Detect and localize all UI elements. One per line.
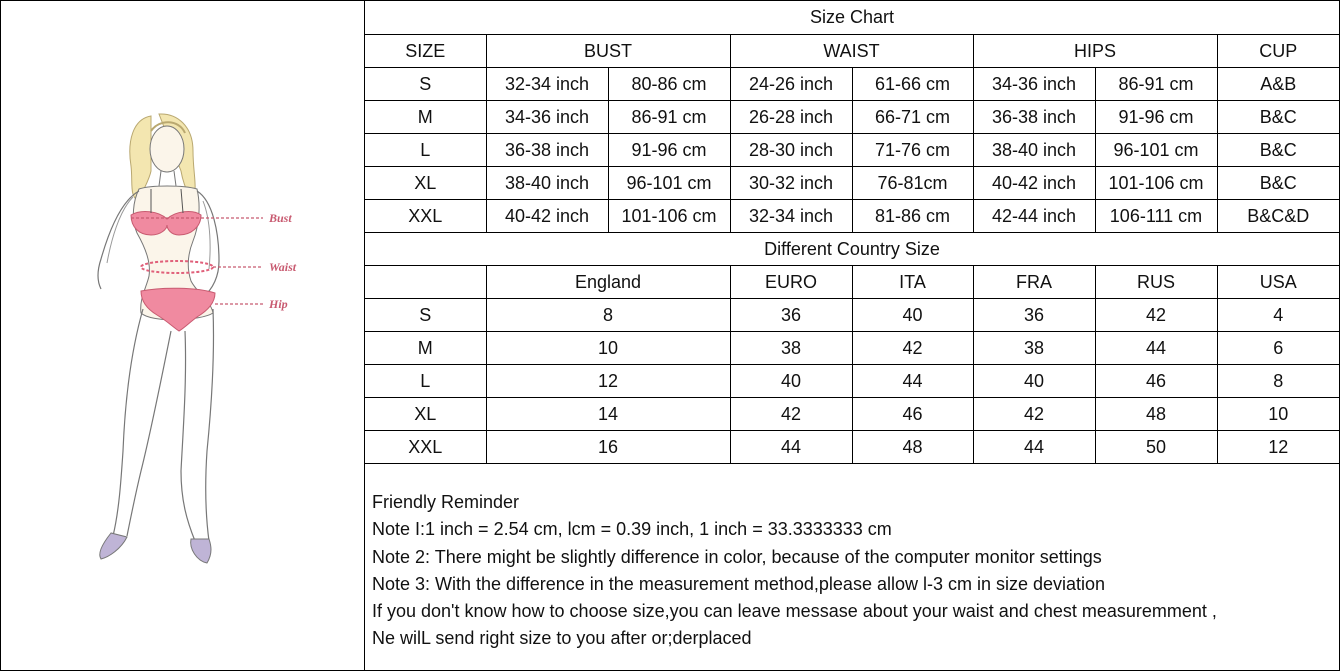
table-cell: 101-106 cm (608, 200, 730, 233)
header-cup: CUP (1217, 35, 1339, 68)
table-row (365, 200, 1339, 233)
table-cell: 12 (1217, 431, 1339, 464)
table-cell: 36 (973, 299, 1095, 332)
table-cell: 76-81cm (852, 167, 973, 200)
table-row (365, 398, 1339, 431)
table-cell: 30-32 inch (730, 167, 852, 200)
table-cell: 91-96 cm (1095, 101, 1217, 134)
table-cell: 44 (973, 431, 1095, 464)
table-cell: 8 (486, 299, 730, 332)
table-cell: 96-101 cm (608, 167, 730, 200)
table-cell: 61-66 cm (852, 68, 973, 101)
table-cell: 40-42 inch (486, 200, 608, 233)
header-size: SIZE (365, 35, 486, 68)
table-cell: 8 (1217, 365, 1339, 398)
table-cell: 32-34 inch (486, 68, 608, 101)
table-cell: 34-36 inch (973, 68, 1095, 101)
table-cell: 4 (1217, 299, 1339, 332)
note-line: Note 2: There might be slightly difference in color, because of the computer monitor settings (372, 546, 1102, 567)
table-row (365, 101, 1339, 134)
table-cell: 26-28 inch (730, 101, 852, 134)
table-row (365, 431, 1339, 464)
table-cell: S (365, 299, 486, 332)
table-cell: 10 (1217, 398, 1339, 431)
header-fra: FRA (973, 266, 1095, 299)
note-line: If you don't know how to choose size,you can leave messase about your waist and chest measuremment , (372, 601, 1217, 622)
table-cell: 40 (730, 365, 852, 398)
friendly-reminder-notes (365, 471, 1339, 670)
table-cell: 42 (852, 332, 973, 365)
table-cell: 48 (852, 431, 973, 464)
table-cell: M (365, 332, 486, 365)
header-euro: EURO (730, 266, 852, 299)
country-size-rows (365, 299, 1339, 464)
note-line: Note I:1 inch = 2.54 cm, lcm = 0.39 inch, 1 inch = 33.3333333 cm (372, 519, 892, 540)
model-illustration (1, 1, 365, 670)
table-cell: 24-26 inch (730, 68, 852, 101)
table-cell: L (365, 134, 486, 167)
table-cell: 36 (730, 299, 852, 332)
table-cell: 50 (1095, 431, 1217, 464)
header-bust: BUST (486, 35, 730, 68)
table-cell: XXL (365, 200, 486, 233)
table-cell: A&B (1217, 68, 1339, 101)
hip-label: Hip (269, 297, 288, 311)
table-cell: 44 (1095, 332, 1217, 365)
table-cell: B&C (1217, 101, 1339, 134)
body-sketch (1, 1, 364, 670)
size-chart-title: Size Chart (365, 1, 1339, 35)
table-cell: 38-40 inch (486, 167, 608, 200)
table-cell: 86-91 cm (608, 101, 730, 134)
table-cell: 44 (852, 365, 973, 398)
table-cell: 40 (973, 365, 1095, 398)
table-cell: 96-101 cm (1095, 134, 1217, 167)
table-cell: 42 (973, 398, 1095, 431)
table-cell: 16 (486, 431, 730, 464)
table-cell: 101-106 cm (1095, 167, 1217, 200)
table-cell: 38 (730, 332, 852, 365)
table-cell: 91-96 cm (608, 134, 730, 167)
table-cell: B&C&D (1217, 200, 1339, 233)
table-cell: 14 (486, 398, 730, 431)
table-cell: 10 (486, 332, 730, 365)
table-cell: 40 (852, 299, 973, 332)
table-cell: 28-30 inch (730, 134, 852, 167)
table-row (365, 299, 1339, 332)
table-cell: 36-38 inch (486, 134, 608, 167)
table-row (365, 167, 1339, 200)
table-row (365, 365, 1339, 398)
note-line: Ne wilL send right size to you after or;derplaced (372, 628, 752, 649)
table-cell: 12 (486, 365, 730, 398)
table-cell: 80-86 cm (608, 68, 730, 101)
table-row (365, 134, 1339, 167)
table-cell: XXL (365, 431, 486, 464)
header-usa: USA (1217, 266, 1339, 299)
notes-heading: Friendly Reminder (372, 492, 520, 512)
table-cell: B&C (1217, 167, 1339, 200)
table-cell: XL (365, 167, 486, 200)
note-line: Note 3: With the difference in the measurement method,please allow l-3 cm in size deviation (372, 573, 1106, 594)
size-chart-header-row (365, 35, 1339, 68)
table-cell: 6 (1217, 332, 1339, 365)
bust-label: Bust (269, 211, 292, 225)
table-cell: 46 (1095, 365, 1217, 398)
header-england: England (486, 266, 730, 299)
waist-label: Waist (269, 260, 297, 274)
table-cell: 42 (1095, 299, 1217, 332)
table-cell: 38 (973, 332, 1095, 365)
header-waist: WAIST (730, 35, 973, 68)
table-cell: 66-71 cm (852, 101, 973, 134)
size-chart-rows (365, 68, 1339, 233)
table-cell: L (365, 365, 486, 398)
table-cell: 40-42 inch (973, 167, 1095, 200)
table-cell: S (365, 68, 486, 101)
table-cell: 42-44 inch (973, 200, 1095, 233)
country-header-blank (365, 266, 486, 299)
table-cell: 46 (852, 398, 973, 431)
table-cell: 86-91 cm (1095, 68, 1217, 101)
country-title-row (365, 233, 1339, 266)
table-cell: B&C (1217, 134, 1339, 167)
table-cell: 34-36 inch (486, 101, 608, 134)
header-hips: HIPS (973, 35, 1217, 68)
header-rus: RUS (1095, 266, 1217, 299)
size-chart-table (365, 1, 1339, 464)
table-cell: 36-38 inch (973, 101, 1095, 134)
table-cell: 38-40 inch (973, 134, 1095, 167)
table-cell: 71-76 cm (852, 134, 973, 167)
table-cell: 44 (730, 431, 852, 464)
table-cell: XL (365, 398, 486, 431)
table-cell: 106-111 cm (1095, 200, 1217, 233)
table-cell: 32-34 inch (730, 200, 852, 233)
size-chart-title-row (365, 1, 1339, 35)
table-row (365, 68, 1339, 101)
country-header-row (365, 266, 1339, 299)
table-cell: M (365, 101, 486, 134)
header-ita: ITA (852, 266, 973, 299)
table-cell: 42 (730, 398, 852, 431)
country-size-title: Different Country Size (365, 233, 1339, 266)
table-row (365, 332, 1339, 365)
table-cell: 81-86 cm (852, 200, 973, 233)
table-cell: 48 (1095, 398, 1217, 431)
